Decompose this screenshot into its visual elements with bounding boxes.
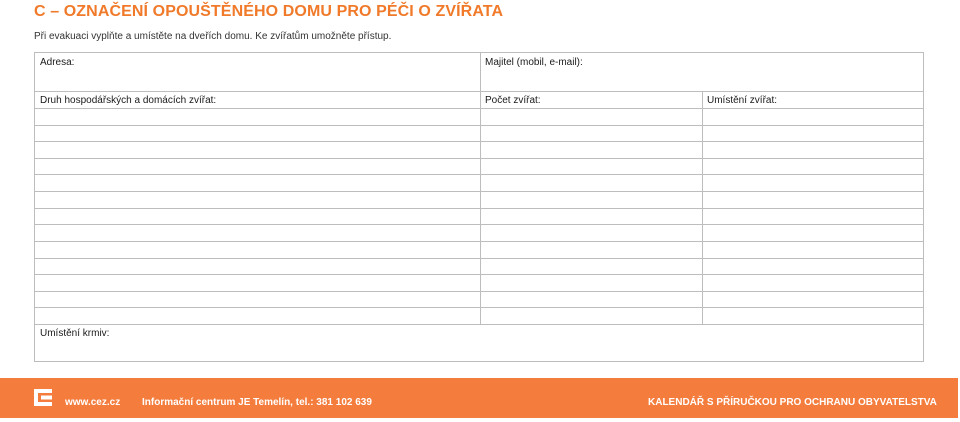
table-row[interactable] — [35, 307, 923, 308]
website-link[interactable]: www.cez.cz — [65, 397, 121, 408]
cez-logo-icon — [34, 389, 52, 406]
table-row[interactable] — [35, 258, 923, 259]
instructions-text: Při evakuaci vyplňte a umístěte na dveřích domu. Ke zvířatům umožněte přístup. — [34, 31, 392, 42]
divider — [480, 91, 481, 324]
table-row[interactable] — [35, 141, 923, 142]
owner-field[interactable] — [480, 53, 923, 91]
divider — [35, 91, 923, 92]
animal-count-header: Počet zvířat: — [485, 95, 541, 106]
page-title: C – OZNAČENÍ OPOUŠTĚNÉHO DOMU PRO PÉČI O ZVÍŘATA — [34, 3, 504, 20]
feed-location-field[interactable] — [35, 324, 923, 361]
table-row[interactable] — [35, 291, 923, 292]
table-row[interactable] — [35, 174, 923, 175]
divider — [480, 53, 481, 91]
table-row[interactable] — [35, 108, 923, 109]
info-center-text: Informační centrum JE Temelín, tel.: 381 102 639 — [142, 397, 372, 408]
table-row[interactable] — [35, 125, 923, 126]
table-row[interactable] — [35, 191, 923, 192]
address-field[interactable] — [35, 53, 480, 91]
animal-type-header: Druh hospodářských a domácích zvířat: — [40, 95, 217, 106]
table-row[interactable] — [35, 158, 923, 159]
owner-label: Majitel (mobil, e-mail): — [485, 57, 583, 68]
table-row[interactable] — [35, 274, 923, 275]
table-row[interactable] — [35, 224, 923, 225]
publication-title: KALENDÁŘ S PŘÍRUČKOU PRO OCHRANU OBYVATELSTVA — [648, 397, 937, 408]
feed-location-label: Umístění krmiv: — [40, 328, 110, 339]
animal-location-header: Umístění zvířat: — [707, 95, 778, 106]
address-label: Adresa: — [40, 57, 75, 68]
table-row[interactable] — [35, 241, 923, 242]
table-row[interactable] — [35, 208, 923, 209]
footer-bar — [0, 378, 958, 418]
divider — [702, 91, 703, 324]
animal-care-form — [34, 52, 924, 362]
